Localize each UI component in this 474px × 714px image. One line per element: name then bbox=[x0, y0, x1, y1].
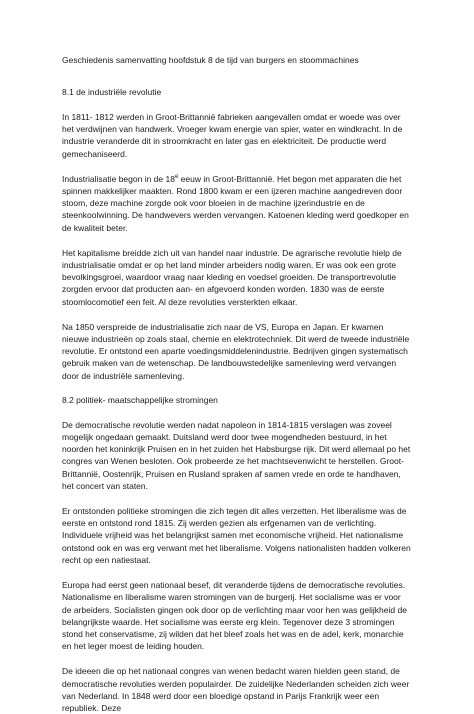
paragraph: Na 1850 verspreide de industrialisatie zich naar de VS, Europa en Japan. Er kwamen nieuwe industrieën op zoals staal, chemie en elektrotechniek. Dit werd de tweede industriële revolutie. Er ontstond een aparte voedingsmiddelenindustrie. Bedrijven gingen systematisch gebruik maken van de wetenschap. De landbouwstedelijke samenleving werd vervangen door de industriële samenleving. bbox=[62, 321, 410, 381]
paragraph-text: eeuw in Groot-Brittannië. Het begon met apparaten die het spinnen makkelijker maakten. Rond 1800 kwam er een ijzeren machine aangedreven door stoom, deze machine zorgde ook voor bloeien in de machine ijzerindustrie en de steenkoolwinning. De handwevers werden vervangen. Katoenen kleding werd goedkoper en de kwaliteit beter. bbox=[62, 173, 409, 233]
paragraph: Er ontstonden politieke stromingen die zich tegen dit alles verzetten. Het liberalisme was de eerste en ontstond rond 1815. Zij werden gezien als erfgenamen van de verlichting. Individuele vrijheid was het belangrijkst samen met economische vrijheid. Het nationalisme ontstond ook en was erg verwant met het liberalisme. Volgens nationalisten hadden volkeren recht op een natiestaat. bbox=[62, 506, 411, 565]
paragraph: Europa had eerst geen nationaal besef, dit veranderde tijdens de democratische revoluties. Nationalisme en liberalisme waren stromingen van de burgerij. Het socialisme was er voor de arbeiders. Socialisten gingen ook door op de verlichting maar voor hen was gelijkheid de belangrijkste waarde. Het socialisme was eerste erg klein. Tegenover deze 3 stromingen stond het conservatisme, zij wilden dat het bleef zoals het was en de adel, kerk, monarchie en het leger moest de leiding houden. bbox=[62, 580, 407, 652]
superscript: e bbox=[174, 173, 179, 180]
section-heading-political-currents: 8.2 politiek- maatschappelijke stromingen bbox=[62, 394, 218, 405]
paragraph: In 1811- 1812 werden in Groot-Brittannië fabrieken aangevallen omdat er woede was over het verdwijnen van handwerk. Vroeger kwam energie van spier, water en windkracht. In de industrie veranderde dit in stroomkracht en later gas en elektriciteit. De productie werd gemechaniseerd. bbox=[62, 112, 403, 159]
paragraph-text: Industrialisatie begon in de 18 bbox=[62, 173, 175, 184]
document-title: Geschiedenis samenvatting hoofdstuk 8 de tijd van burgers en stoommachines bbox=[62, 55, 359, 65]
paragraph-with-superscript bbox=[62, 173, 412, 234]
paragraph: De democratische revolutie werden nadat napoleon in 1814-1815 verslagen was zoveel mogelijk ongedaan gemaakt. Duitsland werd door twee mogendheden bestuurd, in het noorden het koninkrijk Pruisen en in het zuiden het Habsburgse rijk. Dit werd allemaal po het congres van Wenen besloten. Ook probeerde ze het machtsevenwicht te herstellen. Groot-Brittannië, Oostenrijk, Pruisen en Rusland spraken af samen vrede en orde te handhaven, het concert van staten. bbox=[62, 419, 411, 491]
paragraph: Het kapitalisme breidde zich uit van handel naar industrie. De agrarische revolutie hielp de industrialisatie omdat er op het land minder arbeiders nodig waren. Er was ook een grote bevolkingsgroei, waardoor vraag naar kleding en voedsel groeiden. De transportrevolutie zorgden ervoor dat producten aan- en afgevoerd konden worden. 1830 was de eerste stoomlocomotief een feit. Al deze revoluties versterkten elkaar. bbox=[62, 247, 402, 307]
section-heading-industrial-revolution: 8.1 de industriële revolutie bbox=[62, 87, 162, 97]
paragraph: De ideeen die op het nationaal congres van wenen bedacht waren hielden geen stand, de democratische revoluties werden populairder. De zuidelijke Nederlanden scheiden zich weer van Nederland. In 1848 werd door een bloedige opstand in Parijs Frankrijk weer een republiek. Deze bbox=[62, 666, 410, 713]
